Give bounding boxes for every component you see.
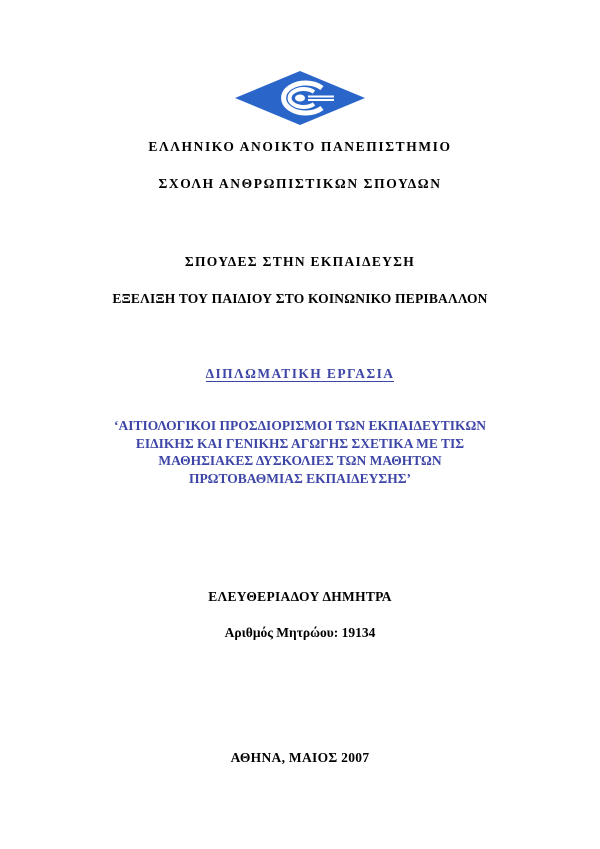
studies-program: ΣΠΟΥΔΕΣ ΣΤΗΝ ΕΚΠΑΙΔΕΥΣΗ — [184, 254, 416, 269]
thesis-title-line: ΜΑΘΗΣΙΑΚΕΣ ΔΥΣΚΟΛΙΕΣ ΤΩΝ ΜΑΘΗΤΩΝ — [158, 453, 442, 468]
thesis-type-label: ΔΙΠΛΩΜΑΤΙΚΗ ΕΡΓΑΣΙΑ — [205, 366, 395, 381]
thesis-title-line: ΠΡΩΤΟΒΑΘΜΙΑΣ ΕΚΠΑΙΔΕΥΣΗΣ’ — [188, 470, 412, 486]
author-name: ΕΛΕΥΘΕΡΙΑΔΟΥ ΔΗΜΗΤΡΑ — [208, 589, 392, 604]
registration-number: Αριθμός Μητρώου: 19134 — [224, 625, 376, 640]
thesis-type-heading — [0, 366, 600, 382]
thesis-title — [0, 417, 600, 487]
place-and-date: ΑΘΗΝΑ, ΜΑΙΟΣ 2007 — [230, 750, 370, 765]
university-logo-icon — [234, 70, 366, 126]
school-name: ΣΧΟΛΗ ΑΝΘΡΩΠΙΣΤΙΚΩΝ ΣΠΟΥΔΩΝ — [158, 176, 442, 191]
thesis-title-line: ΕΙΔΙΚΗΣ ΚΑΙ ΓΕΝΙΚΗΣ ΑΓΩΓΗΣ ΣΧΕΤΙΚΑ ΜΕ ΤΙΣ — [135, 435, 465, 451]
university-name: ΕΛΛΗΝΙΚΟ ΑΝΟΙΚΤΟ ΠΑΝΕΠΙΣΤΗΜΙΟ — [148, 139, 452, 154]
thesis-title-line: ‘ΑΙΤΙΟΛΟΓΙΚΟΙ ΠΡΟΣΔΙΟΡΙΣΜΟΙ ΤΩΝ ΕΚΠΑΙΔΕΥΤΙΚΩΝ — [113, 418, 487, 433]
course-name: ΕΞΕΛΙΞΗ ΤΟΥ ΠΑΙΔΙΟΥ ΣΤΟ ΚΟΙΝΩΝΙΚΟ ΠΕΡΙΒΑΛΛΟΝ — [112, 291, 488, 306]
